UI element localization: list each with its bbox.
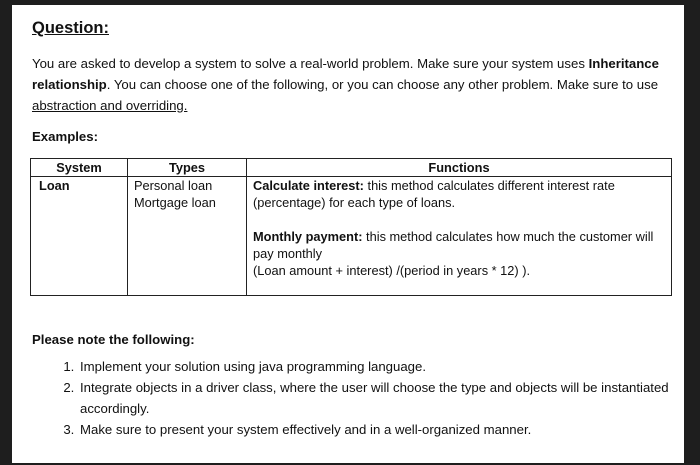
spacer	[253, 211, 667, 228]
list-item: 3. Make sure to present your system effectively and in a well-organized manner.	[78, 419, 694, 440]
type-personal-loan: Personal loan	[134, 178, 213, 193]
monthly-payment-label: Monthly payment:	[253, 229, 363, 244]
question-heading: Question:	[32, 19, 109, 37]
type-mortgage-loan: Mortgage loan	[134, 195, 216, 210]
examples-table	[30, 158, 672, 296]
question-intro	[32, 53, 668, 116]
header-functions: Functions	[247, 159, 672, 177]
document-page	[12, 5, 684, 463]
table-row	[31, 177, 672, 296]
monthly-payment-formula: (Loan amount + interest) /(period in years * 12) ).	[253, 263, 531, 278]
notes-heading: Please note the following:	[32, 332, 195, 347]
header-system: System	[31, 159, 128, 177]
list-item: 1. Implement your solution using java programming language.	[78, 356, 694, 377]
intro-text-1: You are asked to develop a system to solve a real-world problem. Make sure your system uses	[32, 56, 589, 71]
list-item: 2. Integrate objects in a driver class, where the user will choose the type and objects will be instantiated accordingly.	[78, 377, 694, 419]
intro-underline-abstraction: abstraction and overriding.	[32, 98, 188, 113]
function-calculate-interest	[253, 177, 667, 211]
table-header-row	[31, 159, 672, 177]
examples-heading: Examples:	[32, 129, 98, 144]
intro-bold-inheritance: Inheritance relationship	[32, 56, 659, 92]
function-monthly-payment	[253, 228, 667, 262]
cell-functions	[247, 177, 672, 296]
monthly-payment-text: this method calculates how much the customer will pay monthly	[253, 229, 654, 261]
cell-system: Loan	[31, 177, 128, 296]
cell-types	[128, 177, 247, 296]
calc-interest-text: this method calculates different interest rate (percentage) for each type of loans.	[253, 178, 615, 210]
header-types: Types	[128, 159, 247, 177]
calc-interest-label: Calculate interest:	[253, 178, 364, 193]
intro-text-2: . You can choose one of the following, or you can choose any other problem. Make sure to use	[106, 77, 659, 92]
notes-list	[42, 356, 694, 440]
